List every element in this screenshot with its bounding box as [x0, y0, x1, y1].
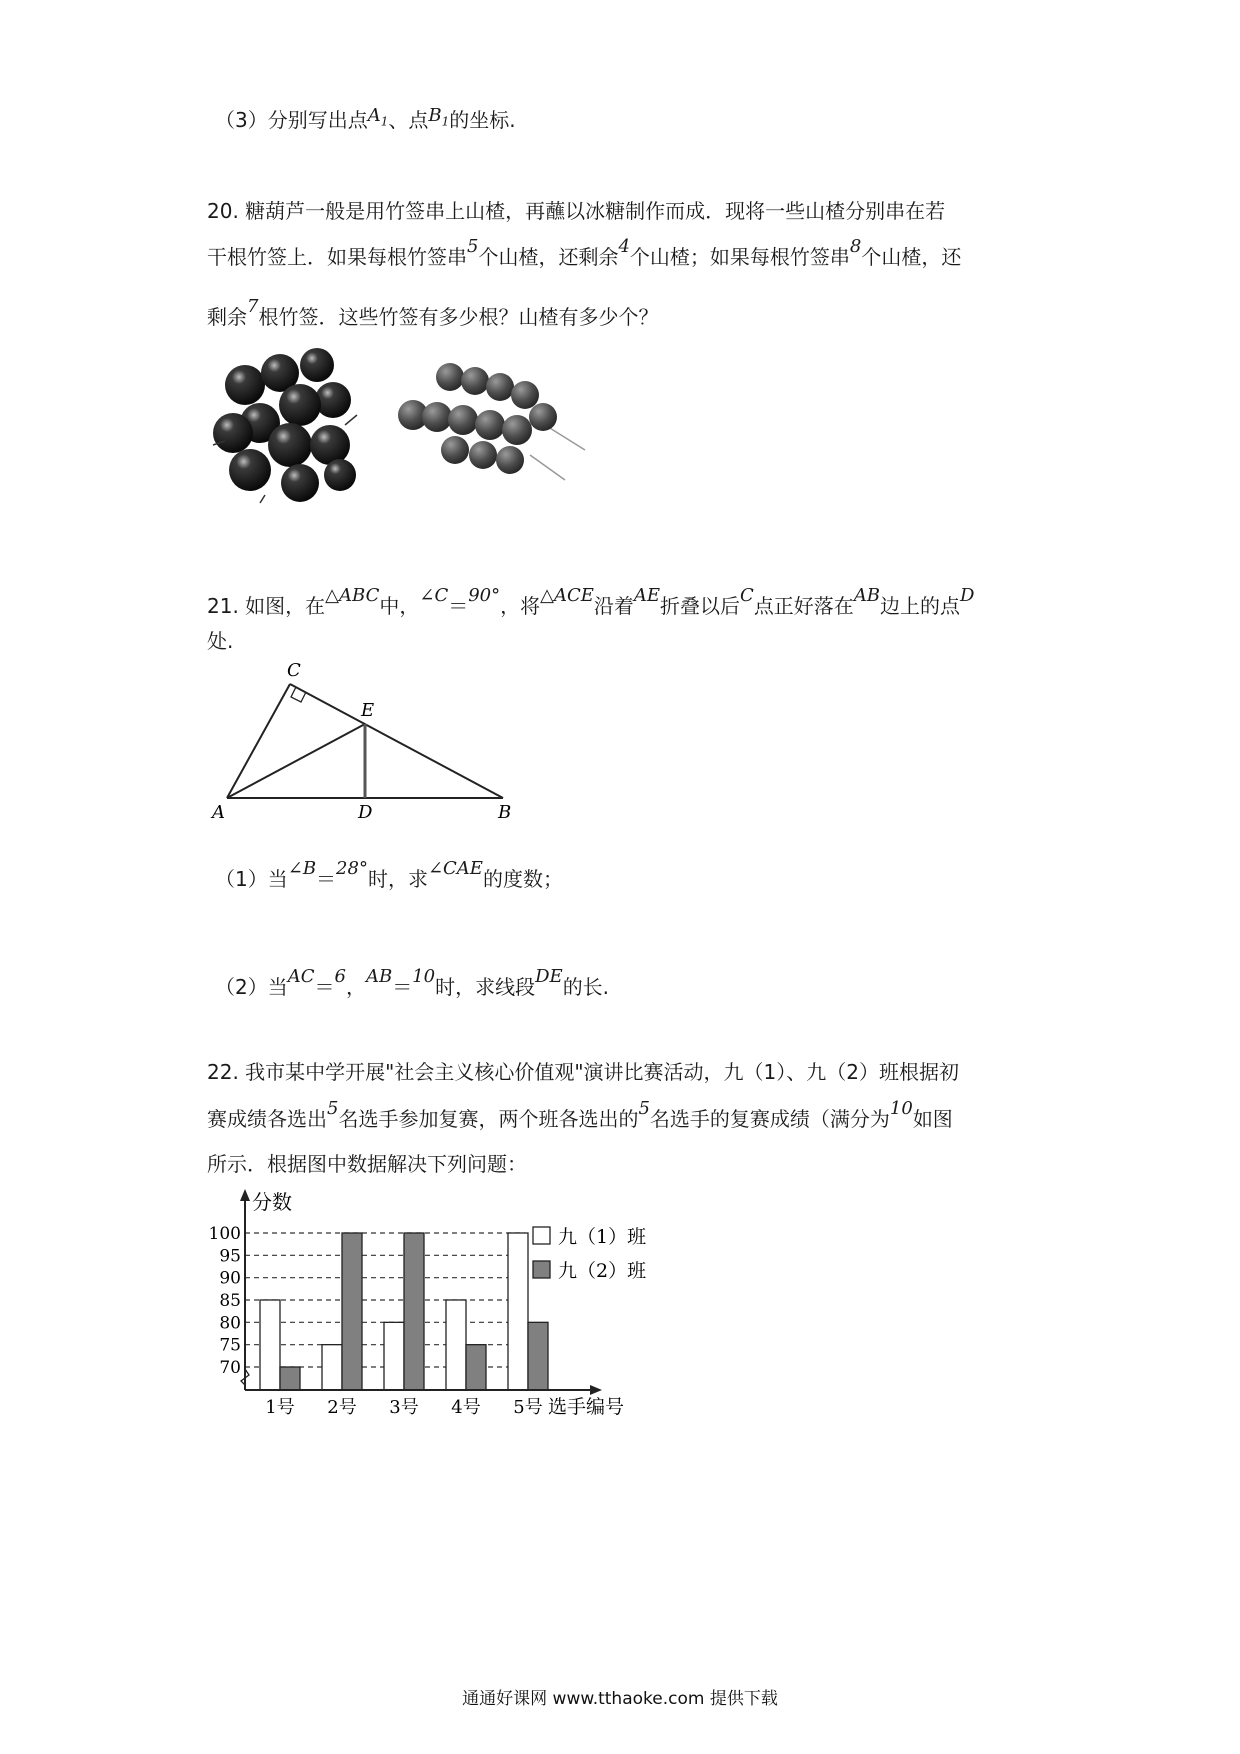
x-tick-label: 2号: [327, 1397, 357, 1418]
y-tick-label: 80: [219, 1313, 241, 1334]
bar-2-3: [404, 1233, 424, 1390]
bar-2-2: [342, 1233, 362, 1390]
q19-part3: （3）分别写出点$A_1$、点$B_1$的坐标.: [215, 105, 516, 132]
label-d: D: [358, 802, 373, 823]
label-c: C: [287, 660, 301, 681]
label-b: B: [498, 802, 512, 823]
q22-line1: 22. 我市某中学开展"社会主义核心价值观"演讲比赛活动，九（1）、九（2）班根据初: [207, 1060, 960, 1084]
y-axis-arrow: [240, 1189, 250, 1201]
bar-1-2: [322, 1345, 342, 1390]
page-footer: 通通好课网 www.tthaoke.com 提供下载: [462, 1689, 778, 1709]
label-a: A: [212, 802, 225, 823]
bar-2-4: [466, 1345, 486, 1390]
legend-swatch: [533, 1261, 550, 1278]
q21-line1: 21. 如图，在△ABC中，∠C＝90°，将△ACE沿着AE折叠以后C点正好落在AB边上的点D: [207, 585, 975, 618]
legend-swatch: [533, 1227, 550, 1244]
y-tick-label: 95: [219, 1246, 241, 1267]
y-tick-label: 90: [219, 1268, 241, 1289]
q21-part2: （2）当AC＝6，AB＝10时，求线段DE的长.: [215, 966, 610, 999]
x-tick-label: 1号: [265, 1397, 295, 1418]
bar-2-5: [528, 1322, 548, 1390]
candied-hawthorn-skewers-image: [395, 355, 595, 485]
y-tick-label: 70: [219, 1358, 241, 1378]
legend-label: 九（2）班: [558, 1260, 647, 1282]
triangle-figure: [205, 660, 525, 825]
y-tick-label: 100: [208, 1224, 241, 1244]
q21-line2: 处.: [207, 629, 234, 653]
bar-2-1: [280, 1367, 300, 1390]
edge-cb: [290, 684, 503, 798]
bar-1-4: [446, 1300, 466, 1390]
q20-line1: 20. 糖葫芦一般是用竹签串上山楂，再蘸以冰糖制作而成．现将一些山楂分别串在若: [207, 199, 946, 223]
x-axis-arrow: [590, 1385, 602, 1395]
y-tick-label: 75: [219, 1335, 241, 1356]
q22-line2: 赛成绩各选出5名选手参加复赛，两个班各选出的5名选手的复赛成绩（满分为10如图: [207, 1098, 953, 1131]
bar-1-1: [260, 1300, 280, 1390]
q20-line2: 干根竹签上．如果每根竹签串5个山楂，还剩余4个山楂；如果每根竹签串8个山楂，还: [207, 236, 962, 269]
hawthorn-berries-image: [205, 345, 365, 505]
bar-1-3: [384, 1322, 404, 1390]
q21-part1: （1）当∠B＝28°时，求∠CAE的度数；: [215, 858, 563, 891]
x-tick-label: 5号: [513, 1397, 543, 1418]
x-axis-label: 选手编号: [548, 1396, 625, 1418]
q20-line3: 剩余7根竹签．这些竹签有多少根？山楂有多少个？: [207, 296, 659, 329]
score-bar-chart: [200, 1185, 660, 1430]
label-e: E: [361, 700, 375, 721]
x-tick-label: 3号: [389, 1397, 419, 1418]
y-axis-label: 分数: [252, 1190, 292, 1214]
y-tick-label: 85: [219, 1291, 241, 1311]
bar-1-5: [508, 1233, 528, 1390]
q22-line3: 所示．根据图中数据解决下列问题：: [207, 1152, 527, 1176]
legend-label: 九（1）班: [558, 1226, 647, 1248]
x-tick-label: 4号: [451, 1397, 481, 1418]
